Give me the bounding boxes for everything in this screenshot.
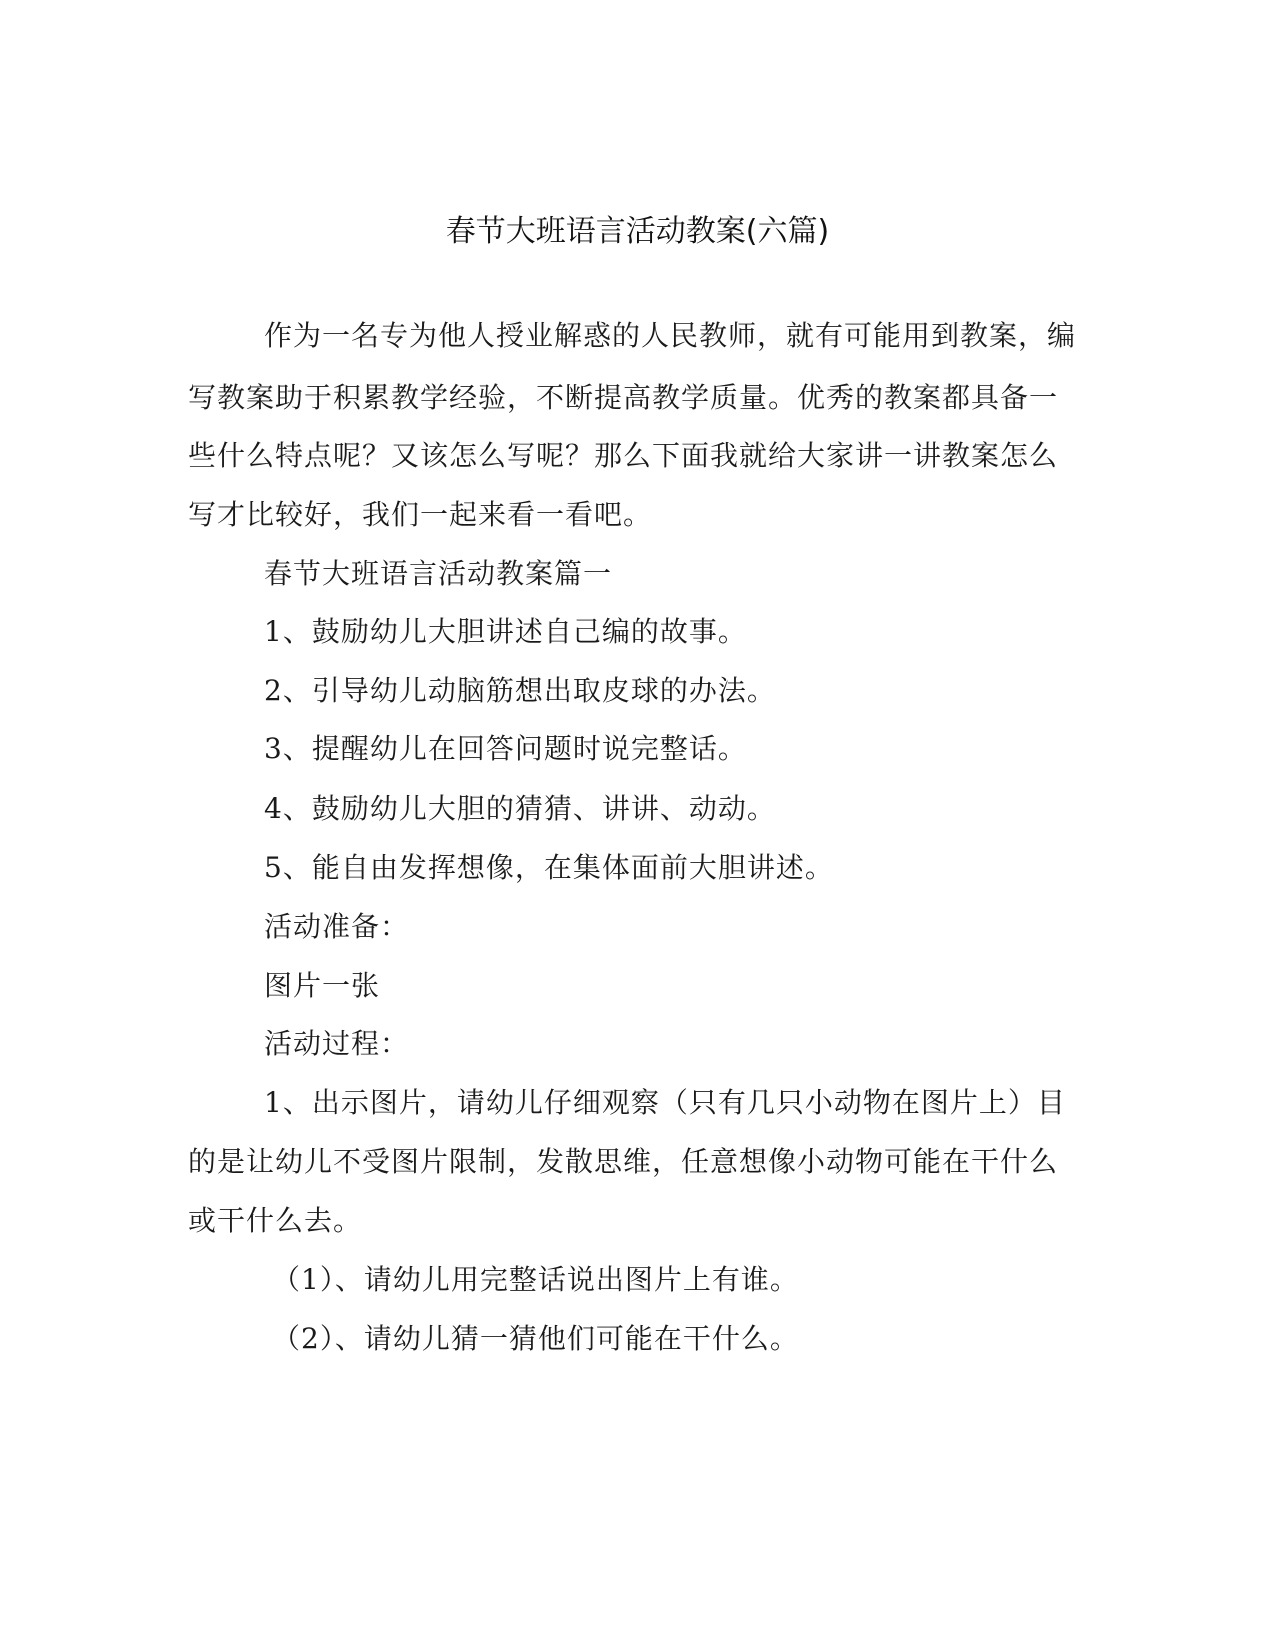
process-step-1-line-2: 的是让幼儿不受图片限制，发散思维，任意想像小动物可能在干什么 bbox=[188, 1145, 1059, 1178]
goal-item-2: 2、引导幼儿动脑筋想出取皮球的办法。 bbox=[264, 674, 776, 707]
preparation-item: 图片一张 bbox=[264, 969, 381, 1002]
intro-line-4: 写才比较好，我们一起来看一看吧。 bbox=[188, 498, 653, 531]
sub-step-1: （1）、请幼儿用完整话说出图片上有谁。 bbox=[272, 1263, 799, 1296]
goal-item-4: 4、鼓励幼儿大胆的猜猜、讲讲、动动。 bbox=[264, 792, 776, 825]
process-step-1-line-1: 1、出示图片，请幼儿仔细观察（只有几只小动物在图片上）目 bbox=[264, 1086, 1066, 1119]
goal-item-5: 5、能自由发挥想像，在集体面前大胆讲述。 bbox=[264, 851, 834, 884]
intro-line-3: 些什么特点呢？又该怎么写呢？那么下面我就给大家讲一讲教案怎么 bbox=[188, 439, 1059, 472]
preparation-label: 活动准备： bbox=[264, 910, 410, 943]
process-step-1-line-3: 或干什么去。 bbox=[188, 1204, 363, 1237]
goal-item-1: 1、鼓励幼儿大胆讲述自己编的故事。 bbox=[264, 615, 747, 648]
document-title: 春节大班语言活动教案(六篇) bbox=[445, 214, 830, 249]
sub-step-2: （2）、请幼儿猜一猜他们可能在干什么。 bbox=[272, 1322, 799, 1355]
process-label: 活动过程： bbox=[264, 1027, 410, 1060]
goal-item-3: 3、提醒幼儿在回答问题时说完整话。 bbox=[264, 732, 747, 765]
intro-line-2: 写教案助于积累教学经验，不断提高教学质量。优秀的教案都具备一 bbox=[188, 381, 1059, 414]
intro-line-1: 作为一名专为他人授业解惑的人民教师，就有可能用到教案，编 bbox=[264, 319, 1077, 352]
section-heading: 春节大班语言活动教案篇一 bbox=[264, 557, 613, 590]
